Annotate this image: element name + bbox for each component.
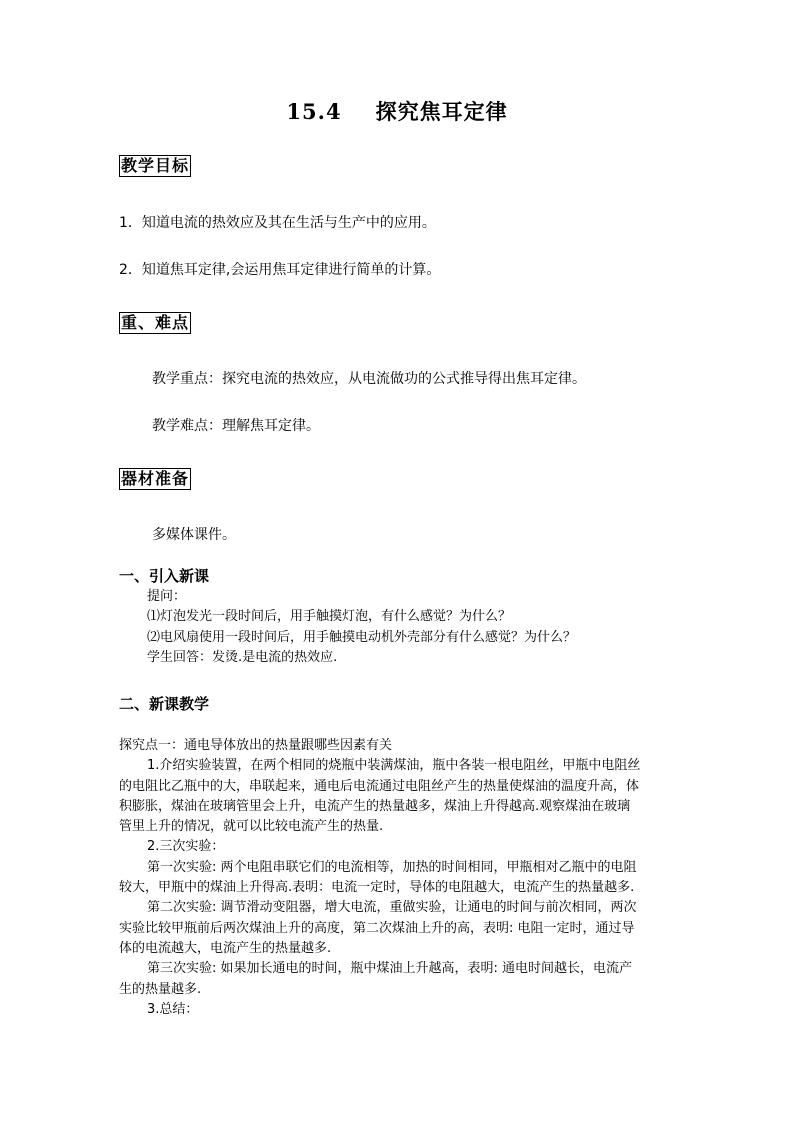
body-line: 3.总结：: [147, 1001, 199, 1017]
body-line: 体的电流越大，电流产生的热量越多.: [119, 940, 332, 956]
body-line: 第二次实验: 调节滑动变阻器，增大电流，重做实验，让通电的时间与前次相同，两次: [147, 900, 637, 916]
intro-line: ⑴灯泡发光一段时间后，用手触摸灯泡，有什么感觉？为什么？: [147, 609, 512, 624]
teaching-focus: 教学重点：探究电流的热效应，从电流做功的公式推导得出焦耳定律。: [152, 371, 586, 387]
body-line: 较大，甲瓶中的煤油上升得高.表明：电流一定时，导体的电阻越大，电流产生的热量越多.: [119, 880, 635, 896]
intro-line: ⑵电风扇使用一段时间后，用手触摸电动机外壳部分有什么感觉？为什么？: [147, 630, 577, 645]
materials-heading: 器材准备: [121, 469, 190, 488]
body-line: 探究点一：通电导体放出的热量跟哪些因素有关: [119, 738, 393, 753]
new-lesson-body: [119, 736, 679, 1020]
key-points-heading: 重、难点: [121, 313, 190, 332]
teaching-difficulty: 教学难点：理解焦耳定律。: [152, 418, 320, 434]
title-text: 探究焦耳定律: [375, 99, 508, 124]
body-line: 实验比较甲瓶前后两次煤油上升的高度，第二次煤油上升的高，表明: 电阻一定时，通过导: [119, 920, 635, 936]
body-line: 第三次实验: 如果加长通电的时间，瓶中煤油上升越高，表明: 通电时间越长，电流产: [147, 961, 633, 977]
goals-heading: 教学目标: [121, 156, 190, 175]
goal-item-1: 1．知道电流的热效应及其在生活与生产中的应用。: [119, 215, 436, 231]
intro-line: 提问：: [147, 589, 187, 604]
page-title: [0, 96, 794, 126]
body-line: 的电阻比乙瓶中的大，串联起来，通电后电流通过电阻丝产生的热量使煤油的温度升高，体: [119, 778, 640, 794]
body-line: 第一次实验: 两个电阻串联它们的电流相等，加热的时间相同，甲瓶相对乙瓶中的电阻: [147, 859, 637, 875]
body-line: 管里上升的情况，就可以比较电流产生的热量.: [119, 819, 384, 835]
intro-heading: 一、引入新课: [119, 567, 210, 585]
section-number: 15.4: [286, 99, 342, 124]
body-line: 生的热量越多.: [119, 981, 202, 997]
materials-text: 多媒体课件。: [152, 527, 236, 543]
body-line: 积膨胀，煤油在玻璃管里会上升，电流产生的热量越多，煤油上升得越高.观察煤油在玻璃: [119, 798, 631, 814]
new-lesson-heading: 二、新课教学: [119, 695, 210, 713]
goal-item-2: 2．知道焦耳定律,会运用焦耳定律进行简单的计算。: [119, 262, 441, 278]
body-line: 2.三次实验：: [147, 839, 225, 855]
body-line: 1.介绍实验装置，在两个相同的烧瓶中装满煤油，瓶中各装一根电阻丝，甲瓶中电阻丝: [147, 758, 641, 774]
intro-line: 学生回答：发烫.是电流的热效应.: [147, 650, 338, 665]
